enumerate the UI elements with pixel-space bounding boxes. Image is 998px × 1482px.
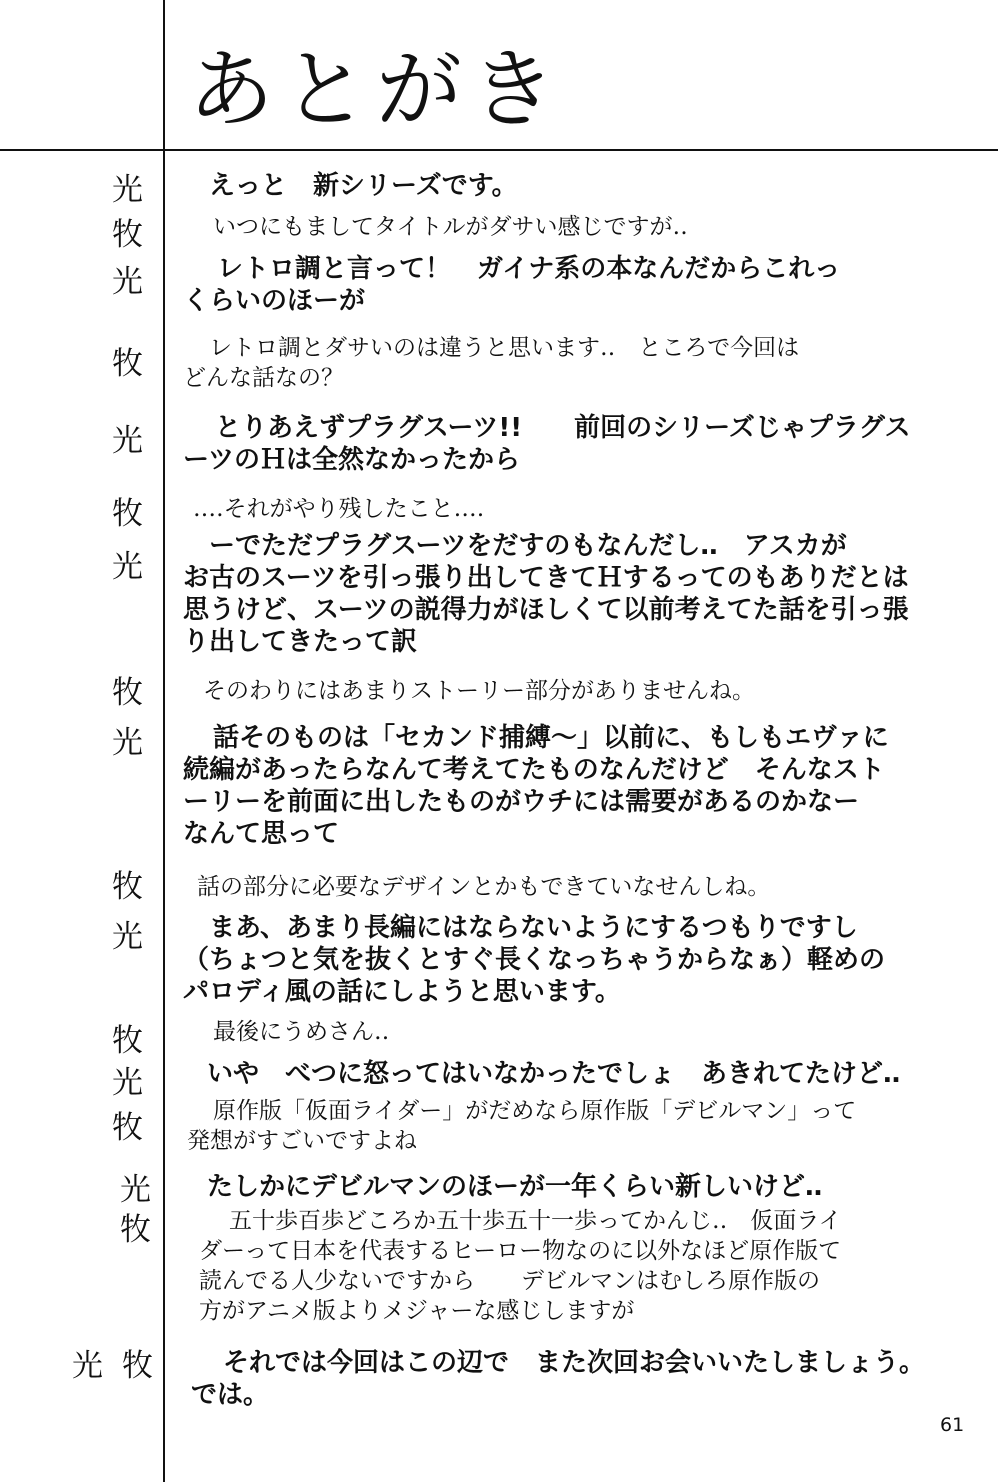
dialogue-line: ダーって日本を代表するヒーロー物なのに以外なほど原作版て (199, 1238, 842, 1264)
speaker-label: 光 (112, 1065, 143, 1101)
speaker-label: 牧 (112, 869, 143, 905)
dialogue-maki (183, 1206, 842, 1326)
dialogue-maki (183, 1096, 856, 1156)
dialogue-hikari (183, 170, 518, 202)
dialogue-line: たしかにデビルマンのほーが一年くらい新しいけど‥ (207, 1172, 823, 1202)
dialogue-hikari (183, 253, 840, 317)
page-title: あとがき (188, 40, 564, 140)
dialogue-line: レトロ調と言って！ ガイナ系の本なんだからこれっ (217, 254, 841, 284)
dialogue-line: いや べつに怒ってはいなかったでしょ あきれてたけど‥ (207, 1059, 901, 1089)
dialogue-line: そのわりにはあまりストーリー部分がありませんね。 (203, 678, 755, 704)
dialogue-hikari (183, 530, 909, 658)
speaker-label: 牧 (122, 1348, 153, 1384)
dialogue-line: 話そのものは「セカンド捕縛～」以前に、もしもエヴァに (213, 723, 889, 753)
dialogue-line: 原作版「仮面ライダー」がだめなら原作版「デビルマン」って (213, 1098, 857, 1124)
dialogue-maki (183, 1017, 389, 1047)
speaker-label: 牧 (112, 346, 143, 382)
dialogue-line: （ちょつと気を抜くとすぐ長くなっちゃうからなぁ）軽めの (183, 945, 886, 975)
speaker-label: 光 (72, 1348, 103, 1384)
dialogue-hikari (183, 412, 911, 476)
speaker-label: 牧 (112, 675, 143, 711)
dialogue-hikari (183, 912, 885, 1008)
dialogue-line: パロディ風の話にしようと思います。 (183, 977, 621, 1007)
dialogue-line: どんな話なの？ (183, 365, 344, 391)
dialogue-line: 発想がすごいですよね (187, 1128, 417, 1154)
dialogue-line: ‥‥それがやり残したこと‥‥ (193, 496, 485, 522)
dialogue-line: 方がアニメ版よりメジャーな感じしますが (199, 1298, 635, 1324)
speaker-label: 光 (120, 1172, 151, 1208)
speaker-label: 光 (112, 919, 143, 955)
dialogue-line: お古のスーツを引っ張り出してきてＨするってのもありだとは (183, 563, 909, 593)
dialogue-line: ーツのＨは全然なかったから (183, 445, 520, 475)
dialogue-line: 続編があったらなんて考えてたものなんだけど そんなスト (183, 755, 885, 785)
vertical-margin-rule (163, 0, 165, 1482)
dialogue-maki (183, 494, 484, 524)
speaker-label: 光 (112, 264, 143, 300)
speaker-label: 光 (112, 549, 143, 585)
speaker-label: 牧 (112, 217, 143, 253)
dialogue-maki (183, 212, 688, 242)
dialogue-line: では。 (191, 1380, 270, 1410)
dialogue-line: ーリーを前面に出したものがウチには需要があるのかなー (183, 787, 860, 817)
dialogue-maki (183, 333, 799, 393)
dialogue-line: えっと 新シリーズです。 (209, 171, 518, 201)
speaker-label: 牧 (120, 1212, 151, 1248)
horizontal-title-rule (0, 149, 998, 151)
dialogue-line: とりあえずプラグスーツ!! 前回のシリーズじゃプラグス (215, 413, 911, 443)
dialogue-line: レトロ調とダサいのは違うと思います‥ ところで今回は (209, 335, 800, 361)
speaker-label: 牧 (112, 496, 143, 532)
speaker-label: 光 (112, 423, 143, 459)
speaker-label: 光 (112, 725, 143, 761)
speaker-label: 牧 (112, 1110, 143, 1146)
dialogue-line: いつにもましてタイトルがダサい感じですが‥ (213, 214, 688, 240)
dialogue-hikari (183, 1171, 822, 1203)
dialogue-line: ーでただプラグスーツをだすのもなんだし‥ アスカが (209, 531, 847, 561)
dialogue-hikari (183, 1058, 900, 1090)
dialogue-line: なんて思って (183, 819, 340, 849)
speaker-label: 牧 (112, 1023, 143, 1059)
dialogue-line: それでは今回はこの辺で また次回お会いいたしましょう。 (223, 1348, 926, 1378)
dialogue-line: くらいのほーが (183, 286, 366, 316)
dialogue-line: 思うけど、スーツの説得力がほしくて以前考えてた話を引っ張 (183, 595, 909, 625)
dialogue-maki (183, 872, 770, 902)
page-number: 61 (940, 1414, 965, 1436)
dialogue-hikari (183, 1347, 925, 1411)
dialogue-line: り出してきたって訳 (183, 627, 418, 657)
dialogue-maki (183, 676, 755, 706)
speaker-label: 光 (112, 172, 143, 208)
dialogue-line: 五十歩百歩どころか五十歩五十一歩ってかんじ‥ 仮面ライ (229, 1208, 842, 1234)
dialogue-hikari (183, 722, 889, 850)
dialogue-line: 最後にうめさん‥ (213, 1019, 390, 1045)
dialogue-line: 話の部分に必要なデザインとかもできていなせんしね。 (197, 874, 771, 900)
dialogue-line: 読んでる人少ないですから デビルマンはむしろ原作版の (199, 1268, 820, 1294)
dialogue-line: まあ、あまり長編にはならないようにするつもりですし (209, 913, 858, 943)
